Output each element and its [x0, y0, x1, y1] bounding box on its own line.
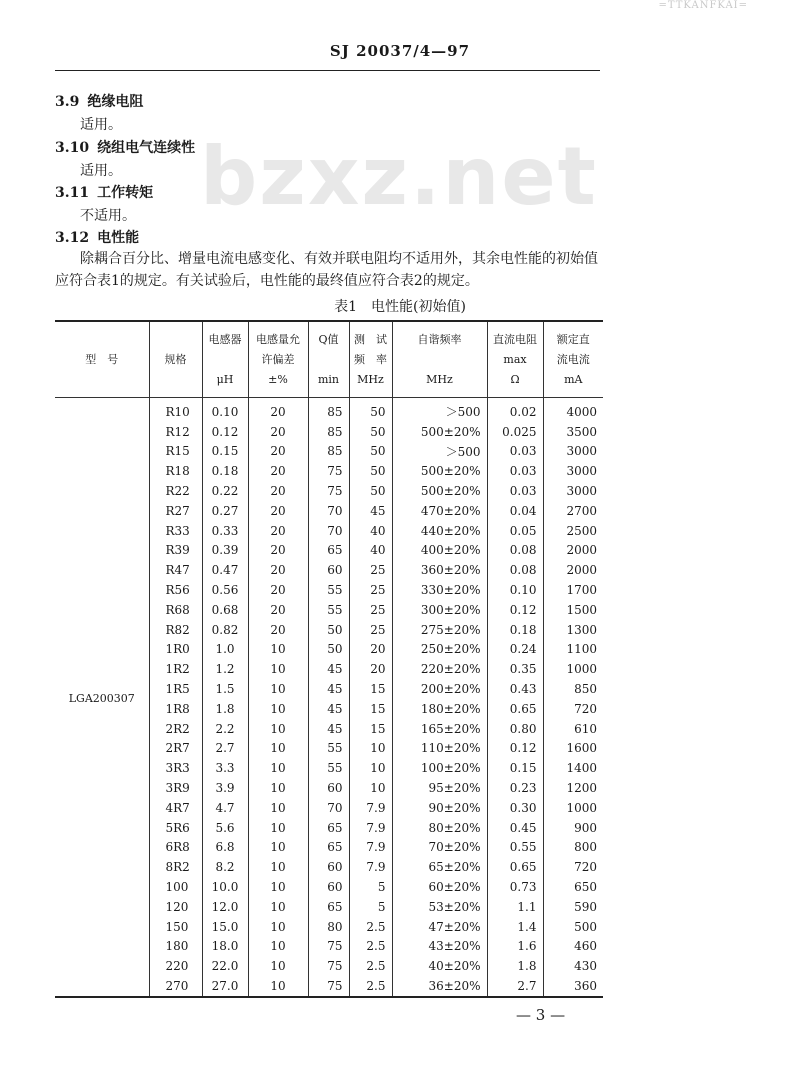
cell-test-frequency: 15	[349, 719, 392, 739]
cell-self-resonant-frequency: 65±20%	[392, 857, 487, 877]
cell-rated-current: 460	[543, 937, 603, 957]
cell-q-min: 55	[308, 758, 349, 778]
cell-test-frequency: 15	[349, 679, 392, 699]
cell-dc-resistance: 0.08	[487, 560, 543, 580]
cell-self-resonant-frequency: 470±20%	[392, 501, 487, 521]
cell-q-min: 65	[308, 838, 349, 858]
cell-q-min: 55	[308, 580, 349, 600]
cell-tolerance: 20	[248, 600, 308, 620]
cell-spec: 2R7	[149, 739, 202, 759]
cell-tolerance: 10	[248, 818, 308, 838]
header-line	[311, 350, 347, 370]
cell-test-frequency: 10	[349, 739, 392, 759]
cell-spec: R10	[149, 398, 202, 422]
cell-dc-resistance: 0.30	[487, 798, 543, 818]
cell-inductance: 0.27	[202, 501, 248, 521]
cell-inductance: 3.3	[202, 758, 248, 778]
cell-inductance: 4.7	[202, 798, 248, 818]
cell-dc-resistance: 1.4	[487, 917, 543, 937]
cell-test-frequency: 20	[349, 640, 392, 660]
cell-test-frequency: 7.9	[349, 818, 392, 838]
cell-tolerance: 10	[248, 640, 308, 660]
cell-tolerance: 10	[248, 758, 308, 778]
cell-tolerance: 20	[248, 501, 308, 521]
cell-test-frequency: 2.5	[349, 976, 392, 997]
cell-dc-resistance: 0.43	[487, 679, 543, 699]
header-line: mA	[564, 372, 583, 386]
cell-inductance: 1.2	[202, 659, 248, 679]
cell-dc-resistance: 0.80	[487, 719, 543, 739]
cell-rated-current: 900	[543, 818, 603, 838]
section-title: 绕组电气连续性	[97, 140, 196, 156]
cell-spec: R68	[149, 600, 202, 620]
cell-spec: 5R6	[149, 818, 202, 838]
header-line: Q值	[318, 332, 339, 346]
section-3-10-body: 适用。	[80, 163, 122, 179]
cell-dc-resistance: 0.45	[487, 818, 543, 838]
cell-inductance: 12.0	[202, 897, 248, 917]
cell-test-frequency: 2.5	[349, 956, 392, 976]
cell-test-frequency: 25	[349, 560, 392, 580]
cell-q-min: 45	[308, 699, 349, 719]
cell-rated-current: 1000	[543, 798, 603, 818]
cell-self-resonant-frequency: 330±20%	[392, 580, 487, 600]
cell-test-frequency: 15	[349, 699, 392, 719]
cell-spec: 1R2	[149, 659, 202, 679]
cell-spec: R47	[149, 560, 202, 580]
cell-dc-resistance: 0.05	[487, 521, 543, 541]
cell-dc-resistance: 1.1	[487, 897, 543, 917]
cell-tolerance: 10	[248, 857, 308, 877]
cell-test-frequency: 7.9	[349, 798, 392, 818]
cell-tolerance: 10	[248, 897, 308, 917]
cell-tolerance: 10	[248, 937, 308, 957]
cell-self-resonant-frequency: 180±20%	[392, 699, 487, 719]
cell-inductance: 2.7	[202, 739, 248, 759]
cell-q-min: 75	[308, 481, 349, 501]
cell-dc-resistance: 2.7	[487, 976, 543, 997]
cell-tolerance: 20	[248, 422, 308, 442]
cell-self-resonant-frequency: 500±20%	[392, 422, 487, 442]
header-line: 型 号	[85, 352, 119, 366]
cell-inductance: 1.5	[202, 679, 248, 699]
cell-test-frequency: 50	[349, 422, 392, 442]
section-3-11-body: 不适用。	[80, 208, 136, 224]
header-line: Ω	[510, 372, 520, 386]
header-line: MHz	[357, 372, 384, 386]
cell-self-resonant-frequency: 80±20%	[392, 818, 487, 838]
cell-inductance: 1.0	[202, 640, 248, 660]
header-line: ±%	[268, 372, 288, 386]
cell-spec: R82	[149, 620, 202, 640]
cell-test-frequency: 25	[349, 620, 392, 640]
header-line: 许偏差	[261, 352, 295, 366]
table-body	[55, 398, 603, 997]
cell-q-min: 45	[308, 659, 349, 679]
cell-tolerance: 10	[248, 778, 308, 798]
cell-rated-current: 1000	[543, 659, 603, 679]
section-3-9-heading	[55, 92, 143, 112]
header-line: 电感器	[208, 332, 242, 346]
cell-rated-current: 850	[543, 679, 603, 699]
header-line: 测 试	[354, 332, 387, 346]
cell-self-resonant-frequency: 200±20%	[392, 679, 487, 699]
cell-tolerance: 10	[248, 838, 308, 858]
cell-self-resonant-frequency: 220±20%	[392, 659, 487, 679]
cell-rated-current: 720	[543, 857, 603, 877]
cell-inductance: 0.39	[202, 541, 248, 561]
section-title: 绝缘电阻	[87, 94, 144, 110]
cell-tolerance: 10	[248, 739, 308, 759]
cell-spec: 1R8	[149, 699, 202, 719]
cell-spec: 270	[149, 976, 202, 997]
cell-spec: 3R9	[149, 778, 202, 798]
cell-q-min: 65	[308, 541, 349, 561]
section-3-10-heading	[55, 138, 195, 158]
corner-mark: =TTKANFKAI=	[658, 0, 748, 11]
model-cell: LGA200307	[55, 398, 149, 997]
cell-q-min: 85	[308, 442, 349, 462]
cell-test-frequency: 50	[349, 442, 392, 462]
cell-spec: R56	[149, 580, 202, 600]
cell-spec: R15	[149, 442, 202, 462]
header-tolerance	[248, 321, 308, 398]
header-line: 流电流	[556, 352, 590, 366]
cell-tolerance: 20	[248, 461, 308, 481]
cell-self-resonant-frequency: 250±20%	[392, 640, 487, 660]
header-dc-resistance	[487, 321, 543, 398]
cell-spec: R22	[149, 481, 202, 501]
cell-self-resonant-frequency: 110±20%	[392, 739, 487, 759]
cell-self-resonant-frequency: 60±20%	[392, 877, 487, 897]
cell-dc-resistance: 1.8	[487, 956, 543, 976]
cell-q-min: 70	[308, 798, 349, 818]
section-number: 3.9	[55, 94, 80, 110]
cell-tolerance: 10	[248, 976, 308, 997]
cell-q-min: 70	[308, 521, 349, 541]
cell-dc-resistance: 0.65	[487, 699, 543, 719]
cell-test-frequency: 50	[349, 481, 392, 501]
cell-inductance: 2.2	[202, 719, 248, 739]
cell-spec: 2R2	[149, 719, 202, 739]
header-inductance	[202, 321, 248, 398]
cell-spec: 6R8	[149, 838, 202, 858]
cell-rated-current: 1200	[543, 778, 603, 798]
cell-rated-current: 360	[543, 976, 603, 997]
section-title: 电性能	[97, 230, 140, 246]
cell-self-resonant-frequency: 47±20%	[392, 917, 487, 937]
header-line: μH	[216, 372, 234, 386]
header-line: 规格	[164, 352, 187, 366]
cell-q-min: 60	[308, 560, 349, 580]
cell-test-frequency: 10	[349, 778, 392, 798]
cell-inductance: 15.0	[202, 917, 248, 937]
cell-self-resonant-frequency: 300±20%	[392, 600, 487, 620]
cell-self-resonant-frequency: ＞500	[392, 442, 487, 462]
cell-tolerance: 20	[248, 541, 308, 561]
cell-spec: 3R3	[149, 758, 202, 778]
header-rated-current	[543, 321, 603, 398]
cell-self-resonant-frequency: 165±20%	[392, 719, 487, 739]
cell-self-resonant-frequency: 440±20%	[392, 521, 487, 541]
cell-spec: R18	[149, 461, 202, 481]
cell-rated-current: 3500	[543, 422, 603, 442]
cell-inductance: 27.0	[202, 976, 248, 997]
cell-inductance: 0.15	[202, 442, 248, 462]
cell-q-min: 75	[308, 976, 349, 997]
cell-self-resonant-frequency: 90±20%	[392, 798, 487, 818]
cell-tolerance: 10	[248, 956, 308, 976]
cell-rated-current: 3000	[543, 442, 603, 462]
cell-tolerance: 10	[248, 917, 308, 937]
cell-inductance: 0.47	[202, 560, 248, 580]
cell-dc-resistance: 0.65	[487, 857, 543, 877]
cell-inductance: 6.8	[202, 838, 248, 858]
cell-q-min: 85	[308, 422, 349, 442]
section-number: 3.12	[55, 230, 90, 246]
cell-spec: R39	[149, 541, 202, 561]
header-q-min	[308, 321, 349, 398]
cell-dc-resistance: 0.04	[487, 501, 543, 521]
cell-q-min: 80	[308, 917, 349, 937]
cell-dc-resistance: 0.12	[487, 739, 543, 759]
section-3-9-body: 适用。	[80, 117, 122, 133]
cell-test-frequency: 7.9	[349, 838, 392, 858]
cell-rated-current: 800	[543, 838, 603, 858]
cell-q-min: 75	[308, 956, 349, 976]
section-title: 工作转矩	[97, 185, 154, 201]
cell-test-frequency: 45	[349, 501, 392, 521]
cell-spec: R33	[149, 521, 202, 541]
cell-q-min: 85	[308, 398, 349, 422]
header-line: 频 率	[354, 352, 387, 366]
cell-inductance: 3.9	[202, 778, 248, 798]
cell-rated-current: 1100	[543, 640, 603, 660]
cell-tolerance: 20	[248, 521, 308, 541]
cell-spec: 1R5	[149, 679, 202, 699]
cell-q-min: 50	[308, 620, 349, 640]
cell-self-resonant-frequency: 360±20%	[392, 560, 487, 580]
cell-tolerance: 10	[248, 877, 308, 897]
cell-self-resonant-frequency: 43±20%	[392, 937, 487, 957]
cell-tolerance: 10	[248, 699, 308, 719]
cell-tolerance: 10	[248, 798, 308, 818]
table-row	[55, 398, 603, 422]
header-line: min	[317, 372, 340, 386]
cell-inductance: 5.6	[202, 818, 248, 838]
header-test-frequency	[349, 321, 392, 398]
cell-spec: R27	[149, 501, 202, 521]
cell-test-frequency: 5	[349, 877, 392, 897]
cell-rated-current: 500	[543, 917, 603, 937]
cell-rated-current: 1600	[543, 739, 603, 759]
cell-inductance: 0.68	[202, 600, 248, 620]
cell-rated-current: 650	[543, 877, 603, 897]
cell-dc-resistance: 0.23	[487, 778, 543, 798]
cell-test-frequency: 5	[349, 897, 392, 917]
cell-dc-resistance: 0.02	[487, 398, 543, 422]
header-line: 电感量允	[256, 332, 300, 346]
cell-test-frequency: 50	[349, 398, 392, 422]
cell-rated-current: 4000	[543, 398, 603, 422]
cell-rated-current: 1500	[543, 600, 603, 620]
header-line	[205, 350, 246, 370]
section-number: 3.11	[55, 185, 90, 201]
cell-q-min: 60	[308, 857, 349, 877]
cell-tolerance: 10	[248, 679, 308, 699]
cell-q-min: 60	[308, 778, 349, 798]
cell-spec: 180	[149, 937, 202, 957]
cell-dc-resistance: 0.08	[487, 541, 543, 561]
cell-test-frequency: 2.5	[349, 917, 392, 937]
cell-inductance: 0.10	[202, 398, 248, 422]
cell-rated-current: 430	[543, 956, 603, 976]
cell-q-min: 55	[308, 600, 349, 620]
cell-spec: 150	[149, 917, 202, 937]
cell-tolerance: 20	[248, 398, 308, 422]
cell-tolerance: 10	[248, 659, 308, 679]
cell-dc-resistance: 0.35	[487, 659, 543, 679]
cell-dc-resistance: 0.15	[487, 758, 543, 778]
cell-self-resonant-frequency: 500±20%	[392, 481, 487, 501]
cell-rated-current: 1700	[543, 580, 603, 600]
header-line	[395, 350, 485, 370]
cell-inductance: 0.33	[202, 521, 248, 541]
cell-self-resonant-frequency: ＞500	[392, 398, 487, 422]
table-title: 表1 电性能(初始值)	[334, 299, 466, 315]
cell-tolerance: 10	[248, 719, 308, 739]
cell-self-resonant-frequency: 100±20%	[392, 758, 487, 778]
header-self-resonant-frequency	[392, 321, 487, 398]
cell-rated-current: 3000	[543, 481, 603, 501]
cell-spec: R12	[149, 422, 202, 442]
header-line: 额定直	[556, 332, 590, 346]
cell-spec: 220	[149, 956, 202, 976]
cell-dc-resistance: 0.03	[487, 442, 543, 462]
cell-q-min: 65	[308, 897, 349, 917]
cell-self-resonant-frequency: 275±20%	[392, 620, 487, 640]
electrical-performance-table	[55, 320, 603, 998]
cell-q-min: 50	[308, 640, 349, 660]
cell-dc-resistance: 0.24	[487, 640, 543, 660]
cell-q-min: 45	[308, 679, 349, 699]
cell-rated-current: 610	[543, 719, 603, 739]
cell-dc-resistance: 0.18	[487, 620, 543, 640]
cell-tolerance: 20	[248, 560, 308, 580]
cell-inductance: 0.18	[202, 461, 248, 481]
cell-test-frequency: 10	[349, 758, 392, 778]
cell-test-frequency: 40	[349, 521, 392, 541]
cell-self-resonant-frequency: 95±20%	[392, 778, 487, 798]
cell-self-resonant-frequency: 36±20%	[392, 976, 487, 997]
cell-rated-current: 2000	[543, 560, 603, 580]
header-spec	[149, 321, 202, 398]
cell-rated-current: 2500	[543, 521, 603, 541]
cell-inductance: 1.8	[202, 699, 248, 719]
cell-test-frequency: 25	[349, 580, 392, 600]
cell-inductance: 0.56	[202, 580, 248, 600]
cell-rated-current: 2000	[543, 541, 603, 561]
page-number: — 3 —	[516, 1006, 566, 1024]
watermark: bzxz.net	[200, 130, 598, 223]
cell-dc-resistance: 0.73	[487, 877, 543, 897]
cell-dc-resistance: 0.03	[487, 481, 543, 501]
cell-inductance: 0.22	[202, 481, 248, 501]
cell-rated-current: 720	[543, 699, 603, 719]
requirements-paragraph: 除耦合百分比、增量电流电感变化、有效并联电阻均不适用外，其余电性能的初始值应符合表1的规定。有关试验后，电性能的最终值应符合表2的规定。	[55, 251, 598, 289]
header-line: 自谐频率	[417, 332, 462, 346]
cell-q-min: 60	[308, 877, 349, 897]
cell-spec: 120	[149, 897, 202, 917]
cell-test-frequency: 25	[349, 600, 392, 620]
cell-inductance: 18.0	[202, 937, 248, 957]
cell-rated-current: 590	[543, 897, 603, 917]
section-3-12-heading	[55, 228, 139, 248]
cell-self-resonant-frequency: 500±20%	[392, 461, 487, 481]
cell-test-frequency: 20	[349, 659, 392, 679]
header-line: max	[503, 352, 527, 366]
cell-inductance: 8.2	[202, 857, 248, 877]
cell-self-resonant-frequency: 70±20%	[392, 838, 487, 858]
cell-spec: 1R0	[149, 640, 202, 660]
header-model	[55, 321, 149, 398]
table-header-row	[55, 321, 603, 398]
section-3-11-heading	[55, 183, 153, 203]
cell-q-min: 75	[308, 937, 349, 957]
cell-test-frequency: 7.9	[349, 857, 392, 877]
cell-tolerance: 20	[248, 481, 308, 501]
cell-dc-resistance: 0.03	[487, 461, 543, 481]
cell-dc-resistance: 0.55	[487, 838, 543, 858]
cell-dc-resistance: 0.025	[487, 422, 543, 442]
cell-spec: 100	[149, 877, 202, 897]
cell-rated-current: 1300	[543, 620, 603, 640]
cell-q-min: 65	[308, 818, 349, 838]
cell-tolerance: 20	[248, 442, 308, 462]
cell-q-min: 45	[308, 719, 349, 739]
cell-tolerance: 20	[248, 580, 308, 600]
cell-inductance: 10.0	[202, 877, 248, 897]
cell-inductance: 0.82	[202, 620, 248, 640]
cell-rated-current: 2700	[543, 501, 603, 521]
cell-rated-current: 3000	[543, 461, 603, 481]
cell-spec: 4R7	[149, 798, 202, 818]
cell-q-min: 70	[308, 501, 349, 521]
standard-code-header: SJ 20037/4—97	[329, 42, 471, 60]
cell-q-min: 75	[308, 461, 349, 481]
cell-self-resonant-frequency: 40±20%	[392, 956, 487, 976]
cell-q-min: 55	[308, 739, 349, 759]
cell-self-resonant-frequency: 400±20%	[392, 541, 487, 561]
section-number: 3.10	[55, 140, 90, 156]
cell-dc-resistance: 1.6	[487, 937, 543, 957]
cell-dc-resistance: 0.12	[487, 600, 543, 620]
header-line: 直流电阻	[493, 332, 537, 346]
cell-test-frequency: 40	[349, 541, 392, 561]
cell-dc-resistance: 0.10	[487, 580, 543, 600]
cell-test-frequency: 50	[349, 461, 392, 481]
cell-rated-current: 1400	[543, 758, 603, 778]
cell-spec: 8R2	[149, 857, 202, 877]
cell-inductance: 0.12	[202, 422, 248, 442]
cell-self-resonant-frequency: 53±20%	[392, 897, 487, 917]
cell-inductance: 22.0	[202, 956, 248, 976]
header-line: MHz	[426, 372, 453, 386]
cell-tolerance: 20	[248, 620, 308, 640]
header-rule	[55, 70, 600, 71]
cell-test-frequency: 2.5	[349, 937, 392, 957]
